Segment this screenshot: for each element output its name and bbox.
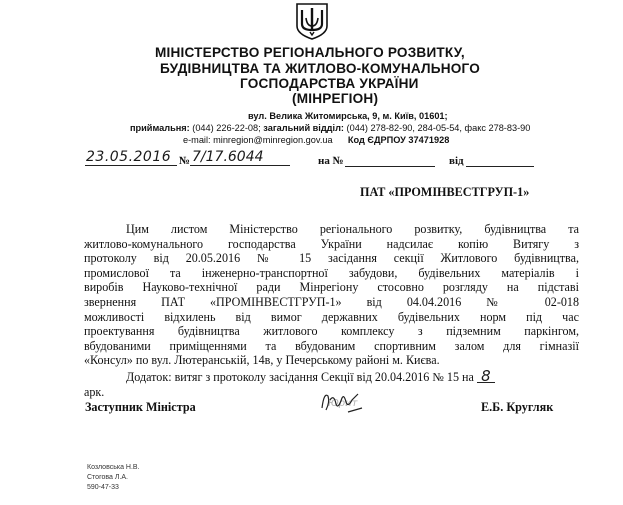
email-line <box>183 134 563 146</box>
attachment-text: Додаток: витяг з протоколу засідання Секції від 20.04.2016 № 15 на <box>126 370 474 384</box>
attachment <box>126 367 495 385</box>
executor-2: Стогова Л.А. <box>87 474 128 481</box>
address-text: вул. Велика Житомирська, 9, м. Київ, 01601; <box>248 111 448 121</box>
body-line: вбудованими приміщеннями та вбудованим спортивним залом для гімназії <box>84 338 579 353</box>
email[interactable]: e-mail: minregion@minregion.gov.ua <box>183 135 333 145</box>
registration-number-label: № <box>179 155 191 167</box>
attachment-pages: 8 <box>477 370 495 383</box>
ministry-title-line-2: БУДІВНИЦТВА ТА ЖИТЛОВО-КОМУНАЛЬНОГО <box>160 61 481 76</box>
executor-1: Козловська Н.В. <box>87 464 140 471</box>
phones-general: (044) 278-82-90, 284-05-54, <box>346 123 462 133</box>
ministry-title-line-3: ГОСПОДАРСТВА УКРАЇНИ <box>240 76 419 91</box>
edrpou-code: 37471928 <box>408 135 450 145</box>
body-line: житлово-комунального господарства України надсилає копію Витягу з <box>84 236 579 251</box>
attachment-unit: арк. <box>84 385 105 399</box>
reply-from-label: від <box>449 155 464 167</box>
registration-date-line <box>85 165 177 166</box>
phones <box>130 122 610 134</box>
recipient: ПАТ «ПРОМІНВЕСТГРУП-1» <box>360 185 530 199</box>
phones-reception: (044) 226-22-08; <box>192 123 261 133</box>
body-line: можливості відхилень від вимог державних будівельних норм під час <box>84 309 579 324</box>
ministry-title-line-4: (МІНРЕГІОН) <box>292 91 379 106</box>
ministry-title-line-1: МІНІСТЕРСТВО РЕГІОНАЛЬНОГО РОЗВИТКУ, <box>155 45 465 60</box>
body-line: проектування будівництва житлового комплексу з підземним паркінгом, <box>84 324 579 339</box>
phones-label: приймальня: <box>130 123 190 133</box>
reply-to-line <box>345 166 435 167</box>
registration-number-line <box>190 165 290 166</box>
reply-to-label: на № <box>318 155 344 167</box>
signatory-name: Е.Б. Кругляк <box>481 400 554 414</box>
signature <box>318 388 368 416</box>
body-line: протоколу від 20.05.2016 № 15 засідання секції Житлового будівництва, <box>84 251 579 266</box>
body-line: Цим листом Міністерство регіонального розвитку, будівництва та <box>126 222 579 236</box>
body-line: виробів Науково-технічної ради Мінрегіону стосовно розгляду на підставі <box>84 280 579 295</box>
letter-body <box>84 222 579 368</box>
fax: факс 278-83-90 <box>464 123 531 133</box>
reply-from-line <box>466 166 534 167</box>
executor-phone: 590-47-33 <box>87 484 119 491</box>
body-line: промислової та інженерно-транспортної забудови, будівельних матеріалів і <box>84 265 579 280</box>
registration-date: 23.05.2016 <box>86 149 172 165</box>
registration-number: 7/17.6044 <box>192 149 264 165</box>
body-line: звернення ПАТ «ПРОМІНВЕСТГРУП-1» від 04.04.2016 № 02-018 <box>84 294 579 309</box>
body-line: «Консул» по вул. Лютеранській, 14в, у Печерському районі м. Києва. <box>84 353 440 368</box>
address <box>248 110 528 122</box>
signatory-position: Заступник Міністра <box>85 400 196 414</box>
coat-of-arms-icon <box>294 2 330 40</box>
signature-text: Юрит <box>328 398 358 409</box>
edrpou-label: Код ЄДРПОУ <box>347 135 406 145</box>
phones-general-label: загальний відділ: <box>263 123 344 133</box>
